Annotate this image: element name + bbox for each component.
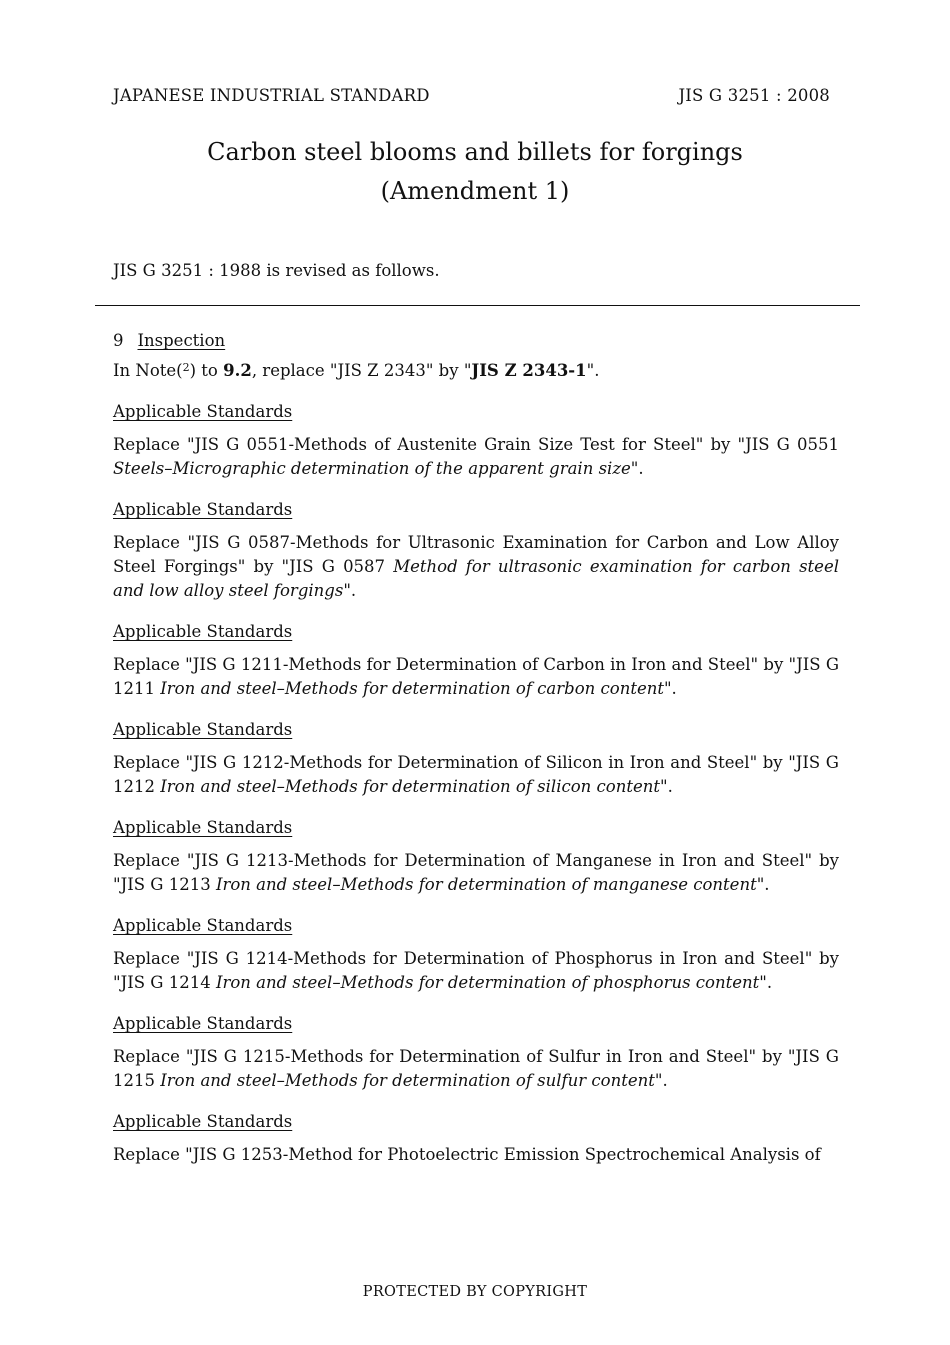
section-heading-text: Applicable Standards	[113, 402, 293, 421]
clause-number: 9	[113, 331, 124, 350]
clause-reference: 9.2	[223, 361, 252, 380]
section-heading-text: Applicable Standards	[113, 720, 293, 739]
section-body	[113, 947, 839, 995]
standard-title: Iron and steel–Methods for determination of manganese content	[215, 875, 757, 894]
standard-title: Iron and steel–Methods for determination of carbon content	[160, 679, 664, 698]
section-heading-text: Applicable Standards	[113, 622, 293, 641]
section-heading-text: Applicable Standards	[113, 818, 293, 837]
section-text: Replace "JIS G 1214-Methods for Determination of Phosphorus in Iron and Steel" by "JIS G 1214	[113, 949, 839, 992]
clause-text-mid2: , replace "JIS Z 2343" by "	[251, 361, 472, 380]
note-reference: 2	[182, 361, 190, 374]
document-subtitle: (Amendment 1)	[380, 177, 570, 205]
section-heading	[113, 718, 839, 742]
clause-text-prefix: In Note	[113, 361, 177, 380]
standard-title: Method for ultrasonic examination for carbon steel and low alloy steel forgings	[113, 557, 839, 600]
clause-heading	[113, 329, 839, 353]
header-divider	[95, 305, 860, 306]
section-heading	[113, 400, 839, 424]
section-heading-text: Applicable Standards	[113, 1112, 293, 1131]
amendment-sections	[113, 400, 839, 1167]
header-standard-name: JAPANESE INDUSTRIAL STANDARD	[113, 86, 430, 105]
section-text-end: ".	[654, 1071, 668, 1090]
header-standard-number: JIS G 3251 : 2008	[678, 86, 830, 105]
section-heading	[113, 498, 839, 522]
section-body	[113, 433, 839, 481]
document-title: Carbon steel blooms and billets for forgings	[207, 138, 743, 166]
section-text: Replace "JIS G 1211-Methods for Determination of Carbon in Iron and Steel" by "JIS G 1211	[113, 655, 839, 698]
standard-title: Iron and steel–Methods for determination of silicon content	[160, 777, 660, 796]
section-text: Replace "JIS G 0551-Methods of Austenite Grain Size Test for Steel" by "JIS G 0551	[113, 435, 839, 454]
section-body	[113, 653, 839, 701]
section-text-end: ".	[663, 679, 677, 698]
section-heading	[113, 620, 839, 644]
clause-text-mid1: ) to	[189, 361, 224, 380]
section-text-end: ".	[630, 459, 644, 478]
section-text: Replace "JIS G 1212-Methods for Determination of Silicon in Iron and Steel" by "JIS G 1212	[113, 753, 839, 796]
section-text-end: ".	[659, 777, 673, 796]
section-heading	[113, 1110, 839, 1134]
section-heading	[113, 816, 839, 840]
section-body	[113, 849, 839, 897]
clause-title: Inspection	[137, 331, 226, 350]
document-body	[113, 329, 839, 1167]
section-heading	[113, 1012, 839, 1036]
intro-statement: JIS G 3251 : 1988 is revised as follows.	[113, 261, 440, 280]
new-standard-reference: JIS Z 2343-1	[471, 361, 587, 380]
section-text: Replace "JIS G 1213-Methods for Determination of Manganese in Iron and Steel" by "JIS G 1213	[113, 851, 839, 894]
section-text: Replace "JIS G 1215-Methods for Determination of Sulfur in Iron and Steel" by "JIS G 1215	[113, 1047, 839, 1090]
section-heading-text: Applicable Standards	[113, 916, 293, 935]
copyright-footer: PROTECTED BY COPYRIGHT	[362, 1284, 588, 1300]
section-text: Replace "JIS G 0587-Methods for Ultrasonic Examination for Carbon and Low Alloy Steel Forgings" by "JIS G 0587	[113, 533, 839, 576]
standard-title: Steels–Micrographic determination of the apparent grain size	[113, 459, 631, 478]
section-heading-text: Applicable Standards	[113, 1014, 293, 1033]
section-text-end: ".	[343, 581, 357, 600]
standard-title: Iron and steel–Methods for determination of phosphorus content	[215, 973, 760, 992]
section-body	[113, 531, 839, 603]
standard-title: Iron and steel–Methods for determination of sulfur content	[160, 1071, 655, 1090]
section-body	[113, 1143, 839, 1167]
section-heading-text: Applicable Standards	[113, 500, 293, 519]
section-text-end: ".	[756, 875, 770, 894]
clause-text: In Note($^2$) to 9.2, replace "JIS Z 2343" by "JIS Z 2343-1".	[113, 361, 600, 380]
section-text-end: ".	[759, 973, 773, 992]
section-text: Replace "JIS G 1253-Method for Photoelectric Emission Spectrochemical Analysis of	[113, 1145, 821, 1164]
clause-text-end: ".	[586, 361, 600, 380]
section-body	[113, 751, 839, 799]
section-heading	[113, 914, 839, 938]
section-body	[113, 1045, 839, 1093]
